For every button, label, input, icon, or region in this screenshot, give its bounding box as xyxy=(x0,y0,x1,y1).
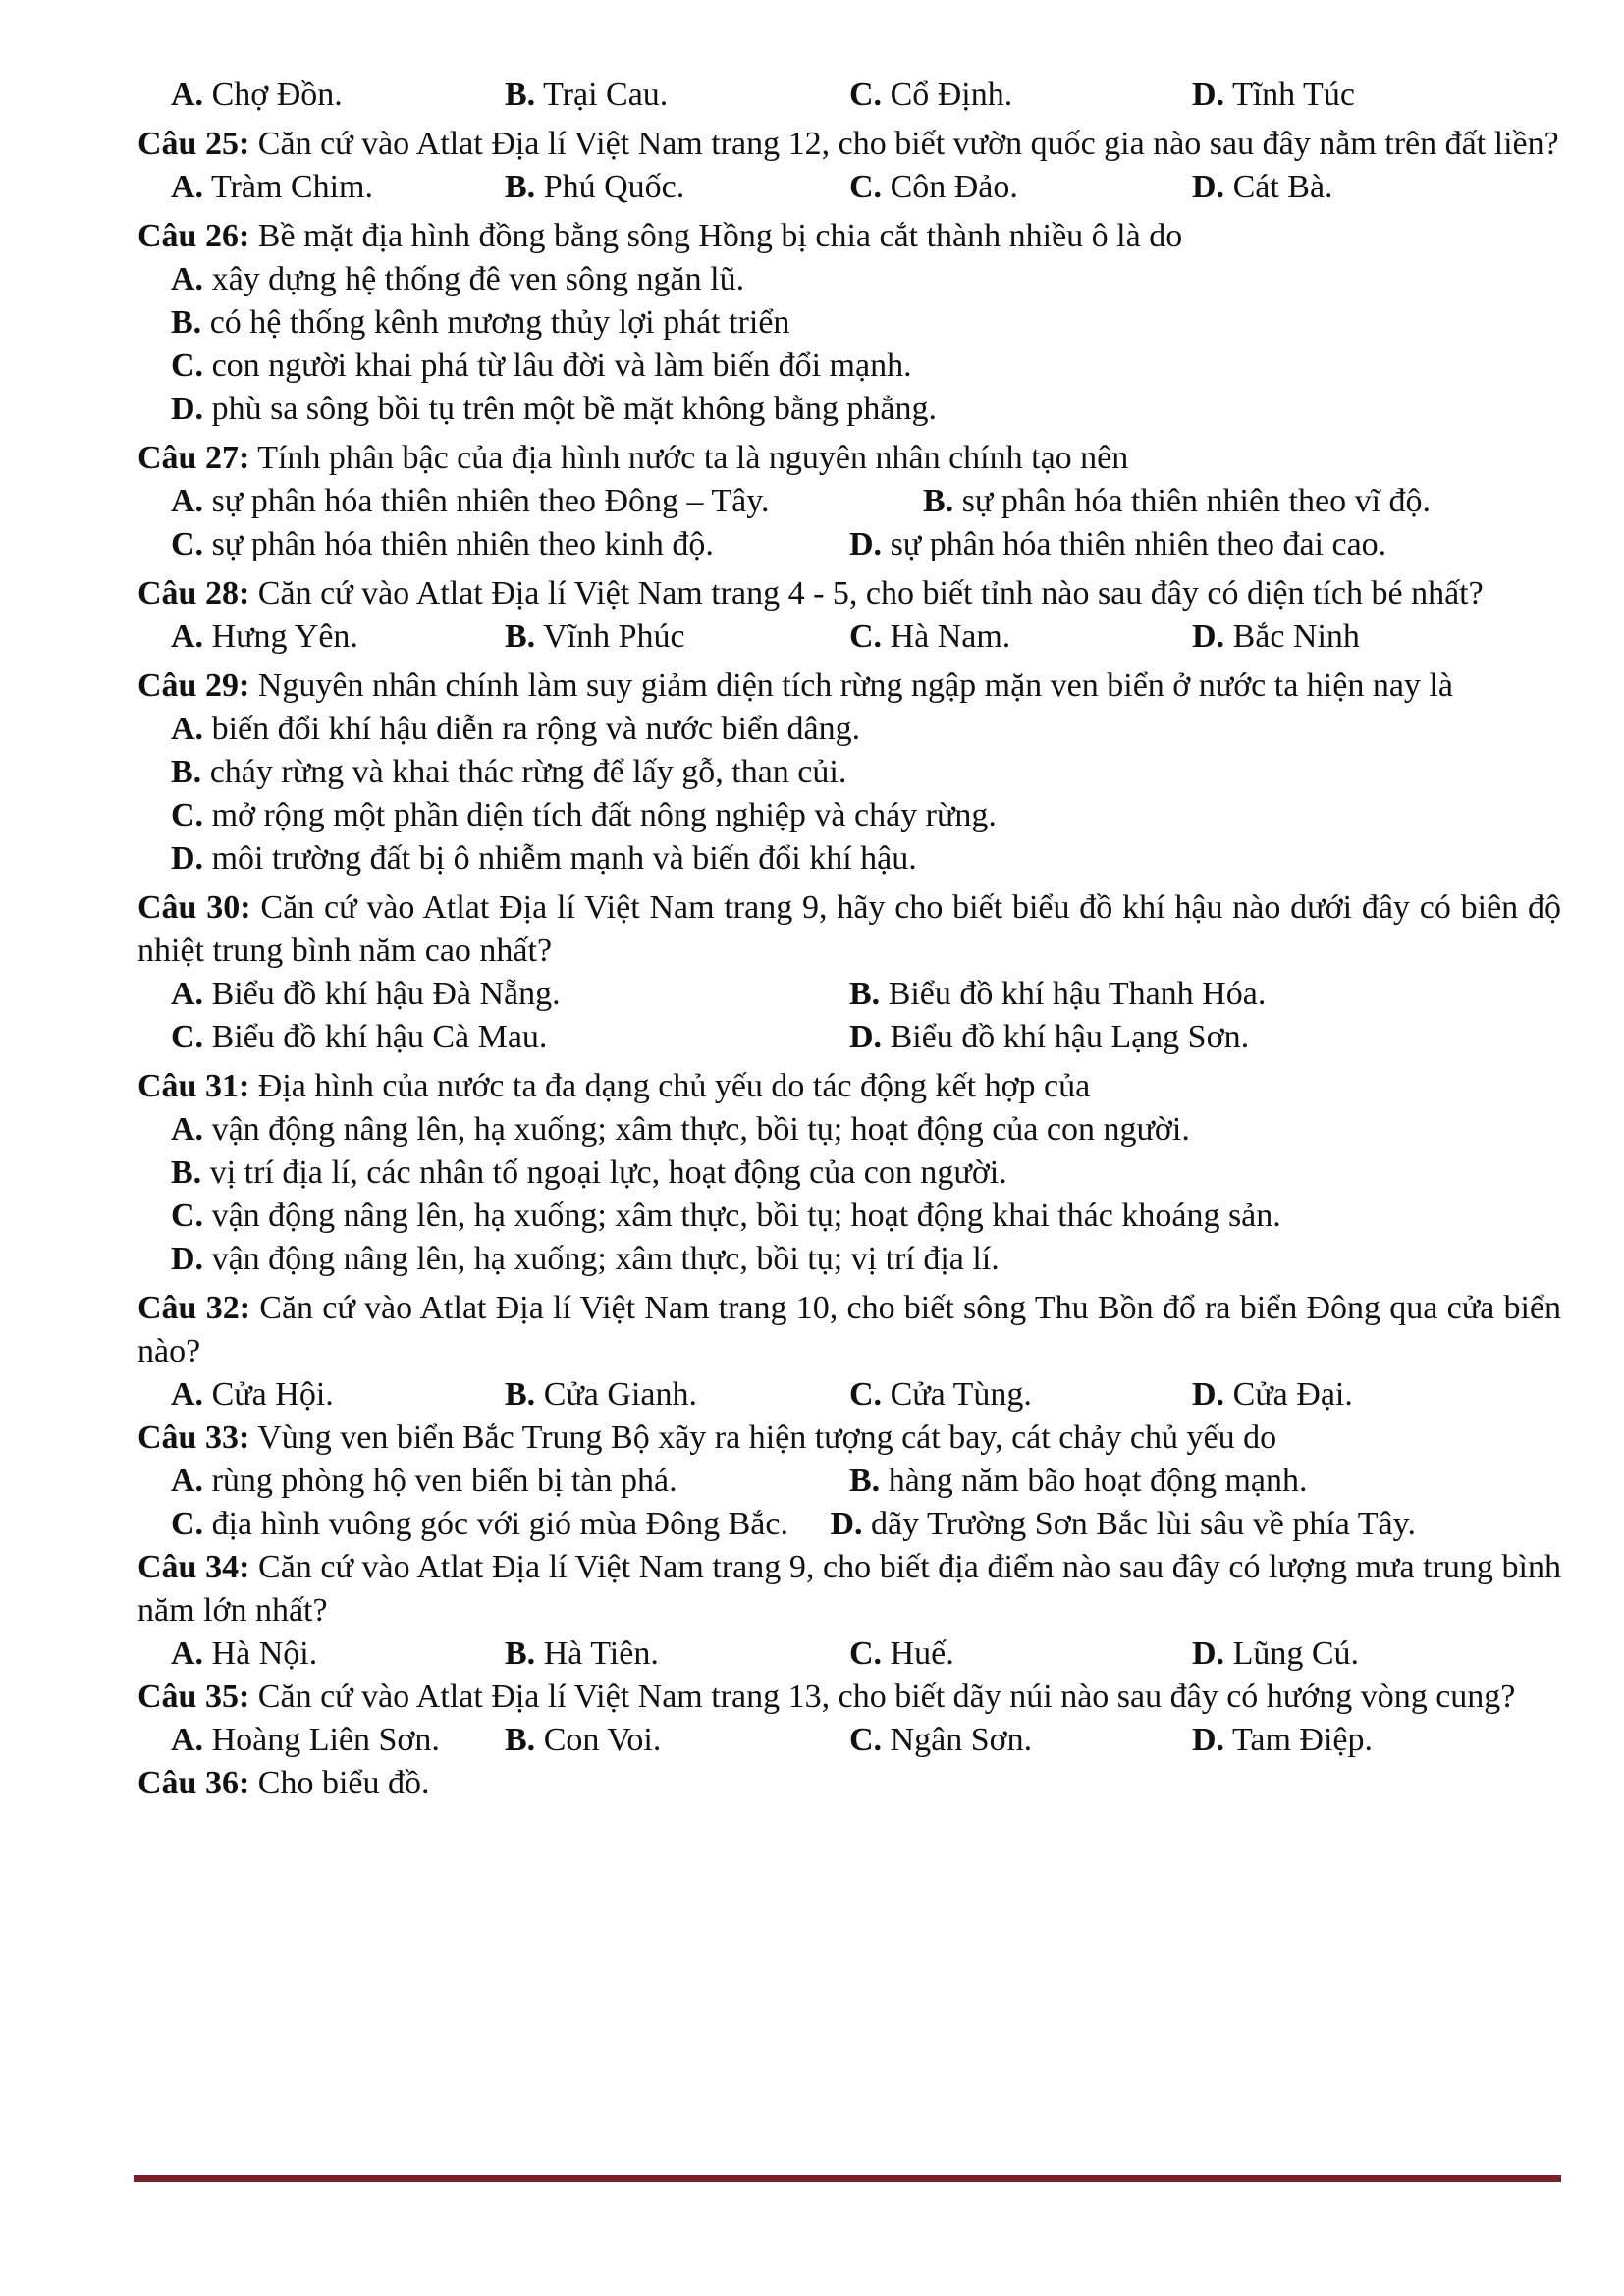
option-d: D. dãy Trường Sơn Bắc lùi sâu về phía Tây. xyxy=(830,1506,1416,1542)
answer-row-q30-1: A. Biểu đồ khí hậu Đà Nẵng. B. Biểu đồ khí hậu Thanh Hóa. xyxy=(171,976,1267,1012)
option-d: Lũng Cú. xyxy=(1232,1635,1360,1672)
option-b: Vĩnh Phúc xyxy=(543,618,685,655)
option-c: Huế. xyxy=(890,1635,954,1672)
answer-row-q34: A. Hà Nội. B. Hà Tiên. C. Huế. D. Lũng Cú. xyxy=(171,1635,1360,1672)
option-d: Tĩnh Túc xyxy=(1231,77,1355,113)
answer-row-q28: A. Hưng Yên. B. Vĩnh Phúc C. Hà Nam. D. Bắc Ninh xyxy=(171,618,1360,655)
option-a: Hưng Yên. xyxy=(211,618,358,655)
answer-row-q32: A. Cửa Hội. B. Cửa Gianh. C. Cửa Tùng. D. Cửa Đại. xyxy=(171,1376,1353,1413)
option-c: Cửa Tùng. xyxy=(890,1376,1032,1413)
question-30: Câu 30: Căn cứ vào Atlat Địa lí Việt Nam trang 9, hãy cho biết biểu đồ khí hậu nào dưới đây có biên độ nhiệt trung bình năm cao nhất? xyxy=(137,889,1561,969)
answer-row-q24: A. Chợ Đồn. B. Trại Cau. C. Cổ Định. D. Tĩnh Túc xyxy=(171,77,1355,113)
option-d: Cát Bà. xyxy=(1232,169,1333,205)
option-a: A. biến đổi khí hậu diễn ra rộng và nước biển dâng. xyxy=(171,711,861,747)
option-b: B. vị trí địa lí, các nhân tố ngoại lực, hoạt động của con người. xyxy=(171,1154,1007,1191)
question-34: Câu 34: Căn cứ vào Atlat Địa lí Việt Nam trang 9, cho biết địa điểm nào sau đây có lượng mưa trung bình năm lớn nhất? xyxy=(137,1549,1561,1629)
option-d: D. phù sa sông bồi tụ trên một bề mặt không bằng phẳng. xyxy=(171,391,938,427)
option-b: Cửa Gianh. xyxy=(543,1376,697,1413)
option-d: Tam Điệp. xyxy=(1231,1722,1373,1758)
option-a: sự phân hóa thiên nhiên theo Đông – Tây. xyxy=(211,483,770,519)
question-27: Câu 27: Tính phân bậc của địa hình nước ta là nguyên nhân chính tạo nên xyxy=(137,440,1129,476)
question-32: Câu 32: Căn cứ vào Atlat Địa lí Việt Nam trang 10, cho biết sông Thu Bồn đổ ra biển Đông qua cửa biển nào? xyxy=(137,1290,1561,1369)
question-26: Câu 26: Bề mặt địa hình đồng bằng sông Hồng bị chia cắt thành nhiều ô là do xyxy=(137,218,1183,254)
option-c: C. vận động nâng lên, hạ xuống; xâm thực, bồi tụ; hoạt động khai thác khoáng sản. xyxy=(171,1198,1281,1234)
option-a: Chợ Đồn. xyxy=(211,77,343,113)
answer-row-q33-1: A. rùng phòng hộ ven biển bị tàn phá. B. hàng năm bão hoạt động mạnh. xyxy=(171,1463,1308,1499)
option-b: hàng năm bão hoạt động mạnh. xyxy=(888,1463,1308,1499)
option-a: Hà Nội. xyxy=(211,1635,318,1672)
question-25: Câu 25: Căn cứ vào Atlat Địa lí Việt Nam trang 12, cho biết vườn quốc gia nào sau đây nằm trên đất liền? xyxy=(137,126,1559,162)
question-35: Câu 35: Căn cứ vào Atlat Địa lí Việt Nam trang 13, cho biết dãy núi nào sau đây có hướng vòng cung? xyxy=(137,1679,1516,1715)
footer-rule xyxy=(134,2175,1561,2182)
option-a: A. vận động nâng lên, hạ xuống; xâm thực, bồi tụ; hoạt động của con người. xyxy=(171,1111,1190,1148)
option-c: Côn Đảo. xyxy=(890,169,1018,205)
answer-row-q27-2: C. sự phân hóa thiên nhiên theo kinh độ. D. sự phân hóa thiên nhiên theo đai cao. xyxy=(171,526,1387,562)
answer-row-q30-2: C. Biểu đồ khí hậu Cà Mau. D. Biểu đồ khí hậu Lạng Sơn. xyxy=(171,1019,1250,1055)
option-d: Bắc Ninh xyxy=(1232,618,1360,655)
exam-page xyxy=(137,74,1561,1805)
option-d: D. vận động nâng lên, hạ xuống; xâm thực, bồi tụ; vị trí địa lí. xyxy=(171,1241,1000,1277)
option-a: rùng phòng hộ ven biển bị tàn phá. xyxy=(211,1463,677,1499)
option-c: sự phân hóa thiên nhiên theo kinh độ. xyxy=(211,526,714,562)
question-36: Câu 36: Cho biểu đồ. xyxy=(137,1765,430,1801)
option-b: B. có hệ thống kênh mương thủy lợi phát triển xyxy=(171,304,790,341)
option-c: C. mở rộng một phần diện tích đất nông nghiệp và cháy rừng. xyxy=(171,797,997,833)
option-d: sự phân hóa thiên nhiên theo đai cao. xyxy=(890,526,1387,562)
question-28: Câu 28: Căn cứ vào Atlat Địa lí Việt Nam trang 4 - 5, cho biết tỉnh nào sau đây có diện tích bé nhất? xyxy=(137,575,1484,612)
question-31: Câu 31: Địa hình của nước ta đa dạng chủ yếu do tác động kết hợp của xyxy=(137,1068,1091,1104)
option-a: Cửa Hội. xyxy=(211,1376,334,1413)
option-b: B. cháy rừng và khai thác rừng để lấy gỗ, than củi. xyxy=(171,754,847,790)
option-c: C. địa hình vuông góc với gió mùa Đông Bắc. xyxy=(171,1506,788,1542)
option-c: Ngân Sơn. xyxy=(890,1722,1033,1758)
option-b: sự phân hóa thiên nhiên theo vĩ độ. xyxy=(961,483,1432,519)
option-c: C. con người khai phá từ lâu đời và làm biến đổi mạnh. xyxy=(171,347,912,384)
option-b: Con Voi. xyxy=(543,1722,662,1758)
option-c: Biểu đồ khí hậu Cà Mau. xyxy=(211,1019,548,1055)
option-d: Cửa Đại. xyxy=(1232,1376,1353,1413)
option-b: Biểu đồ khí hậu Thanh Hóa. xyxy=(888,976,1267,1012)
option-c: Cổ Định. xyxy=(890,77,1013,113)
option-c: Hà Nam. xyxy=(890,618,1011,655)
option-d: D. môi trường đất bị ô nhiễm mạnh và biến đổi khí hậu. xyxy=(171,840,917,877)
option-a: Hoàng Liên Sơn. xyxy=(211,1722,440,1758)
option-b: Trại Cau. xyxy=(543,77,669,113)
question-33: Câu 33: Vùng ven biển Bắc Trung Bộ xãy ra hiện tượng cát bay, cát chảy chủ yếu do xyxy=(137,1419,1277,1456)
answer-row-q33-2 xyxy=(137,1503,1561,1546)
answer-row-q25: A. Tràm Chim. B. Phú Quốc. C. Côn Đảo. D. Cát Bà. xyxy=(171,169,1333,205)
option-a: A. xây dựng hệ thống đê ven sông ngăn lũ. xyxy=(171,261,745,297)
answer-row-q27-1: A. sự phân hóa thiên nhiên theo Đông – Tây. B. sự phân hóa thiên nhiên theo vĩ độ. xyxy=(171,483,1432,519)
question-29: Câu 29: Nguyên nhân chính làm suy giảm diện tích rừng ngập mặn ven biển ở nước ta hiện nay là xyxy=(137,667,1453,704)
option-d: Biểu đồ khí hậu Lạng Sơn. xyxy=(890,1019,1250,1055)
option-b: Hà Tiên. xyxy=(543,1635,659,1672)
option-a: Tràm Chim. xyxy=(210,169,373,205)
answer-row-q35: A. Hoàng Liên Sơn. B. Con Voi. C. Ngân Sơn. D. Tam Điệp. xyxy=(171,1722,1373,1758)
option-a: Biểu đồ khí hậu Đà Nẵng. xyxy=(211,976,561,1012)
option-b: Phú Quốc. xyxy=(543,169,685,205)
